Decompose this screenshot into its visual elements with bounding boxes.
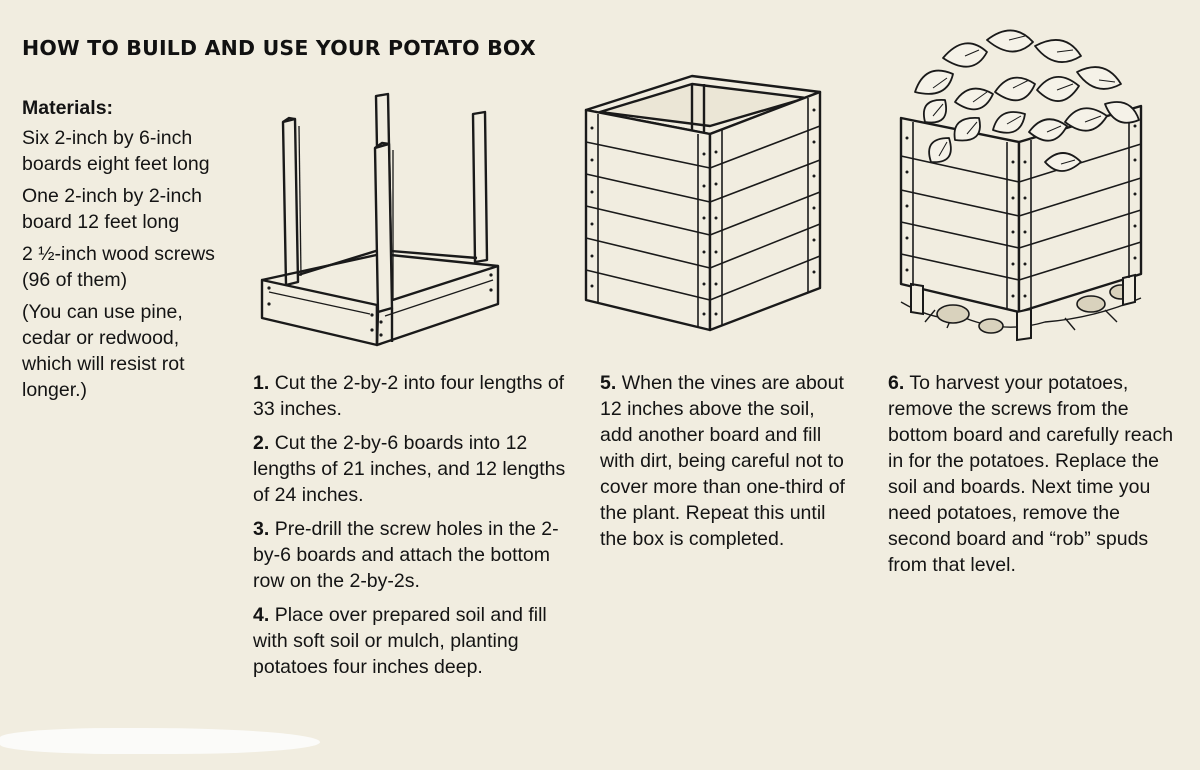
step-text: Place over prepared soil and fill with soft soil or mulch, planting potatoes four inches deep.: [253, 604, 547, 678]
step-5: [600, 370, 850, 552]
materials-item: One 2-inch by 2-inch board 12 feet long: [22, 185, 202, 233]
planted-box-illustration: [895, 22, 1150, 344]
step-number: 3.: [253, 518, 270, 540]
step-text: When the vines are about 12 inches above the soil, add another board and fill with dirt, being careful not to cover more than one-third of the plant. Repeat this until the box is completed.: [600, 372, 845, 550]
completed-box-illustration: [580, 72, 830, 334]
steps-column-2: [600, 370, 850, 560]
step-text: To harvest your potatoes, remove the screws from the bottom board and carefully reach in for the potatoes. Replace the soil and boards. Next time you need potatoes, remove the second board and “rob” spuds from that level.: [888, 372, 1174, 576]
step-number: 5.: [600, 372, 617, 394]
step-text: Pre-drill the screw holes in the 2-by-6 boards and attach the bottom row on the 2-by-2s.: [253, 518, 559, 592]
scan-smudge: [0, 728, 320, 754]
step-1: [253, 370, 573, 422]
step-3: [253, 516, 573, 594]
materials-section: [22, 95, 227, 409]
step-6: [888, 370, 1183, 578]
step-2: [253, 430, 573, 508]
materials-heading: Materials:: [22, 97, 114, 119]
step-4: [253, 602, 573, 680]
materials-note: (You can use pine, cedar or redwood, which will resist rot longer.): [22, 301, 185, 401]
step-text: Cut the 2-by-2 into four lengths of 33 inches.: [253, 372, 565, 420]
steps-column-3: [888, 370, 1183, 586]
step-number: 2.: [253, 432, 270, 454]
steps-column-1: [253, 370, 573, 688]
step-number: 4.: [253, 604, 270, 626]
frame-with-posts-illustration: [255, 90, 510, 350]
materials-item: 2 ½-inch wood screws (96 of them): [22, 243, 215, 291]
page-title: HOW TO BUILD AND USE YOUR POTATO BOX: [22, 36, 536, 60]
materials-item: Six 2-inch by 6-inch boards eight feet long: [22, 127, 210, 175]
step-number: 6.: [888, 372, 905, 394]
step-text: Cut the 2-by-6 boards into 12 lengths of 21 inches, and 12 lengths of 24 inches.: [253, 432, 566, 506]
step-number: 1.: [253, 372, 270, 394]
